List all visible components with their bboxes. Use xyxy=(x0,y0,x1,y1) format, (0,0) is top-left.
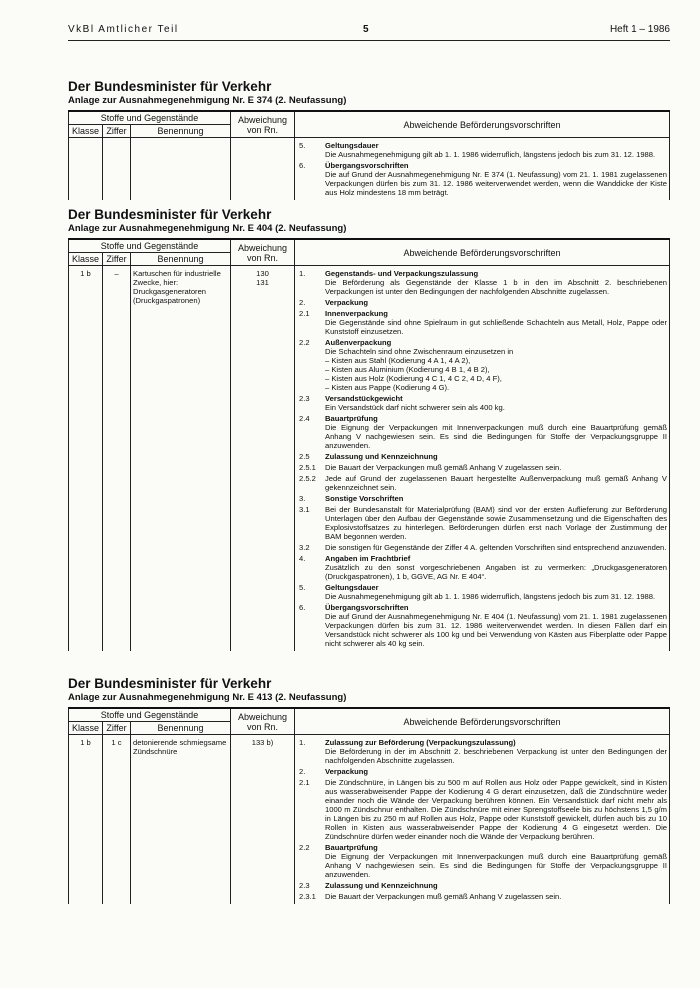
provisions-table xyxy=(68,110,670,200)
provision-heading: Zulassung zur Beförderung (Verpackungszulassung) xyxy=(325,738,516,747)
list-item: – Kisten aus Pappe (Kodierung 4 G). xyxy=(325,383,667,392)
cell-rn xyxy=(231,138,295,201)
header-benennung: Benennung xyxy=(131,722,231,735)
header-benennung: Benennung xyxy=(131,125,231,138)
list-item: – Kisten aus Aluminium (Kodierung 4 B 1, 4 B 2), xyxy=(325,365,667,374)
cell-rn: 133 b) xyxy=(231,735,295,905)
provision-heading: Angaben im Frachtbrief xyxy=(325,554,411,563)
provision-text: Die Eignung der Verpackungen mit Innenverpackungen muß durch eine Bauartprüfung gemäß Anhang V nachgewiesen sein. Es sind die Bedingungen für Stoffe der Verpackungsgruppe II anzuwenden. xyxy=(325,423,667,450)
header-stoffe: Stoffe und Gegenstände xyxy=(69,111,231,125)
provision-heading: Versandstückgewicht xyxy=(325,394,403,403)
provision-number: 2.1 xyxy=(299,309,310,318)
provision-number: 2. xyxy=(299,767,306,776)
provision-item xyxy=(325,414,667,450)
provision-item xyxy=(325,881,667,890)
section-e404 xyxy=(68,207,670,651)
header-klasse: Klasse xyxy=(69,253,103,266)
provision-text: Die Schachteln sind ohne Zwischenraum einzusetzen in xyxy=(325,347,514,356)
provision-heading: Übergangsvorschriften xyxy=(325,603,409,612)
cell-klasse xyxy=(69,138,103,201)
table-row xyxy=(69,138,670,201)
provision-number: 5. xyxy=(299,141,306,150)
provision-text: Die auf Grund der Ausnahmegenehmigung Nr. E 404 (1. Neufassung) vom 21. 1. 1981 zugelassenen Verpackungen dürfen bis zum 31. 12. 1986 weiterverwendet werden. In diesen Fällen darf ein Versandstück nicht schwerer als 100 kg und bei Verwendung von Kästen aus Fiberplatte oder Pappe nicht schwerer als 40 kg sein. xyxy=(325,612,667,648)
provision-number: 3.2 xyxy=(299,543,310,552)
provision-item xyxy=(325,309,667,336)
provision-number: 2.3 xyxy=(299,394,310,403)
provision-heading: Innenverpackung xyxy=(325,309,388,318)
provision-number: 1. xyxy=(299,269,306,278)
provision-text: Die Bauart der Verpackungen muß gemäß Anhang V zugelassen sein. xyxy=(325,463,562,472)
section-e413 xyxy=(68,676,670,904)
provision-heading: Bauartprüfung xyxy=(325,414,378,423)
provision-item xyxy=(325,463,667,472)
provision-number: 4. xyxy=(299,554,306,563)
provision-item xyxy=(325,554,667,581)
provision-item xyxy=(325,843,667,879)
provision-heading: Übergangsvorschriften xyxy=(325,161,409,170)
provision-text: Die auf Grund der Ausnahmegenehmigung Nr. E 374 (1. Neufassung) vom 21. 1. 1981 zugelassenen Verpackungen dürfen bis zum 31. 12. 1986 weiterverwendet werden, wenn die Wanddicke der Kiste aus Holz mindestens 18 mm beträgt. xyxy=(325,170,667,197)
cell-klasse: 1 b xyxy=(69,266,103,652)
provision-number: 6. xyxy=(299,603,306,612)
section-title: Der Bundesminister für Verkehr xyxy=(68,676,272,691)
provision-item xyxy=(325,603,667,648)
table-row xyxy=(69,266,670,652)
provision-heading: Zulassung und Kennzeichnung xyxy=(325,881,438,890)
header-rule xyxy=(68,40,670,41)
provision-item xyxy=(325,161,667,197)
provision-item xyxy=(325,543,667,552)
cell-ziffer xyxy=(103,138,131,201)
provision-number: 5. xyxy=(299,583,306,592)
header-benennung: Benennung xyxy=(131,253,231,266)
cell-klasse: 1 b xyxy=(69,735,103,905)
provision-item xyxy=(325,394,667,412)
section-subtitle: Anlage zur Ausnahmegenehmigung Nr. E 404 (2. Neufassung) xyxy=(68,223,347,234)
header-ziffer: Ziffer xyxy=(103,722,131,735)
provision-text: Die Ausnahmegenehmigung gilt ab 1. 1. 1986 widerruflich, längstens jedoch bis zum 31. 12. 1988. xyxy=(325,592,656,601)
provision-heading: Verpackung xyxy=(325,767,369,776)
provision-list xyxy=(297,141,667,197)
provision-number: 2.4 xyxy=(299,414,310,423)
provision-text: Bei der Bundesanstalt für Materialprüfung (BAM) sind vor der ersten Auflieferung zur Beförderung Unterlagen über den Aufbau der Gegenstände sowie Zusammensetzung und die Eigenschaften des Explosivstoffsatzes zu hinterlegen. Beförderungen dürfen erst nach Vorlage der Zustimmung der BAM begonnen werden. xyxy=(325,505,667,541)
header-stoffe: Stoffe und Gegenstände xyxy=(69,239,231,253)
list-item: – Kisten aus Holz (Kodierung 4 C 1, 4 C 2, 4 D, 4 F), xyxy=(325,374,667,383)
provision-item xyxy=(325,738,667,765)
provision-number: 1. xyxy=(299,738,306,747)
cell-benennung: detonierende schmiegsame Zündschnüre xyxy=(131,735,231,905)
cell-ziffer: 1 c xyxy=(103,735,131,905)
provision-list xyxy=(297,269,667,648)
page-number: 5 xyxy=(363,24,369,35)
cell-provisions xyxy=(295,138,670,201)
provision-item xyxy=(325,778,667,841)
provision-number: 2.3.1 xyxy=(299,892,316,901)
journal-title: VkBl Amtlicher Teil xyxy=(68,24,179,35)
header-klasse: Klasse xyxy=(69,722,103,735)
provision-item xyxy=(325,505,667,541)
provision-number: 2.5.1 xyxy=(299,463,316,472)
provision-heading: Sonstige Vorschriften xyxy=(325,494,404,503)
section-title: Der Bundesminister für Verkehr xyxy=(68,207,272,222)
provision-number: 2.5 xyxy=(299,452,310,461)
section-subtitle: Anlage zur Ausnahmegenehmigung Nr. E 413 (2. Neufassung) xyxy=(68,692,347,703)
provision-item xyxy=(325,767,667,776)
provision-heading: Zulassung und Kennzeichnung xyxy=(325,452,438,461)
header-vorschriften: Abweichende Beförderungsvorschriften xyxy=(295,708,670,735)
provision-text: Die Zündschnüre, in Längen bis zu 500 m auf Rollen aus Holz oder Pappe gewickelt, sind in Kisten aus wasserabweisender Pappe der Kodierung 4 G derart einzusetzen, daß die Zündschnüre weder einander noch die Wände der Verpackung berühren können. Ein Versandstück darf nicht mehr als 1000 m Zündschnur enthalten. Die Zündschnüre mit einer Sprengstoffseele bis zu höchstens 1,5 g/m in Längen bis zu 250 m auf Rollen aus Holz, Pappe oder Kunststoff gewickelt, dürfen auch bis zu 10 Rollen in Kisten aus wasserabweisender Pappe der Kodierung 4 G eingesetzt werden. Die Zündschnüre dürfen weder einander noch die Wände der Verpackung berühren. xyxy=(325,778,667,841)
section-e374 xyxy=(68,79,670,200)
provision-heading: Geltungsdauer xyxy=(325,583,379,592)
provision-text: Die Ausnahmegenehmigung gilt ab 1. 1. 1986 widerruflich, längstens jedoch bis zum 31. 12. 1988. xyxy=(325,150,656,159)
header-stoffe: Stoffe und Gegenstände xyxy=(69,708,231,722)
cell-provisions xyxy=(295,735,670,905)
cell-benennung: Kartuschen für industrielle Zwecke, hier: Druckgasgeneratoren (Druckgaspatronen) xyxy=(131,266,231,652)
cell-benennung xyxy=(131,138,231,201)
cell-rn: 130 131 xyxy=(231,266,295,652)
header-vorschriften: Abweichende Beförderungsvorschriften xyxy=(295,111,670,138)
header-vorschriften: Abweichende Beförderungsvorschriften xyxy=(295,239,670,266)
provision-sublist xyxy=(325,356,667,392)
provision-number: 2.1 xyxy=(299,778,310,787)
provision-list xyxy=(297,738,667,901)
provisions-table xyxy=(68,707,670,904)
provision-number: 2.5.2 xyxy=(299,474,316,483)
provision-item xyxy=(325,583,667,601)
provision-text: Die Beförderung in der im Abschnitt 2. beschriebenen Verpackung ist unter den Bedingungen der nachfolgenden Abschnitte zugelassen. xyxy=(325,747,667,765)
provision-text: Die Bauart der Verpackungen muß gemäß Anhang V zugelassen sein. xyxy=(325,892,562,901)
cell-provisions xyxy=(295,266,670,652)
provision-item xyxy=(325,141,667,159)
list-item: – Kisten aus Stahl (Kodierung 4 A 1, 4 A 2), xyxy=(325,356,667,365)
issue-label: Heft 1 – 1986 xyxy=(609,24,670,35)
provisions-table xyxy=(68,238,670,651)
provision-item xyxy=(325,338,667,392)
provision-heading: Bauartprüfung xyxy=(325,843,378,852)
provision-number: 6. xyxy=(299,161,306,170)
table-row xyxy=(69,735,670,905)
provision-heading: Verpackung xyxy=(325,298,369,307)
cell-ziffer: – xyxy=(103,266,131,652)
provision-number: 2.2 xyxy=(299,843,310,852)
header-abweichung: Abweichung von Rn. xyxy=(231,239,295,266)
provision-item xyxy=(325,269,667,296)
provision-item xyxy=(325,452,667,461)
provision-heading: Geltungsdauer xyxy=(325,141,379,150)
provision-text: Ein Versandstück darf nicht schwerer sein als 400 kg. xyxy=(325,403,505,412)
provision-text: Zusätzlich zu den sonst vorgeschriebenen Angaben ist zu vermerken: „Druckgasgeneratoren (Druckgaspatronen), 1 b, GGVE, AG Nr. E 404“. xyxy=(325,563,667,581)
provision-item xyxy=(325,494,667,503)
provision-number: 3. xyxy=(299,494,306,503)
provision-text: Die Gegenstände sind ohne Spielraum in gut schließende Schachteln aus Metall, Holz, Pappe oder Kunststoff einzusetzen. xyxy=(325,318,667,336)
provision-number: 2.2 xyxy=(299,338,310,347)
header-ziffer: Ziffer xyxy=(103,125,131,138)
provision-item xyxy=(325,474,667,492)
provision-text: Die Beförderung als Gegenstände der Klasse 1 b in den im Abschnitt 2. beschriebenen Verpackungen ist unter den Bedingungen der nachfolgenden Abschnitte zugelassen. xyxy=(325,278,667,296)
provision-number: 2. xyxy=(299,298,306,307)
section-subtitle: Anlage zur Ausnahmegenehmigung Nr. E 374 (2. Neufassung) xyxy=(68,95,347,106)
provision-item xyxy=(325,298,667,307)
running-header xyxy=(68,24,670,38)
provision-text: Die Eignung der Verpackungen mit Innenverpackungen muß durch eine Bauartprüfung gemäß Anhang V nachgewiesen sein. Es sind die Bedingungen für Stoffe der Verpackungsgruppe II anzuwenden. xyxy=(325,852,667,879)
provision-number: 3.1 xyxy=(299,505,310,514)
provision-number: 2.3 xyxy=(299,881,310,890)
provision-text: Jede auf Grund der zugelassenen Bauart hergestellte Außenverpackung muß gemäß Anhang V gekennzeichnet sein. xyxy=(325,474,667,492)
header-ziffer: Ziffer xyxy=(103,253,131,266)
provision-item xyxy=(325,892,667,901)
header-abweichung: Abweichung von Rn. xyxy=(231,708,295,735)
provision-text: Die sonstigen für Gegenstände der Ziffer 4 A. geltenden Vorschriften sind entsprechend anzuwenden. xyxy=(325,543,667,552)
header-abweichung: Abweichung von Rn. xyxy=(231,111,295,138)
provision-heading: Gegenstands- und Verpackungszulassung xyxy=(325,269,479,278)
section-title: Der Bundesminister für Verkehr xyxy=(68,79,272,94)
provision-heading: Außenverpackung xyxy=(325,338,392,347)
header-klasse: Klasse xyxy=(69,125,103,138)
